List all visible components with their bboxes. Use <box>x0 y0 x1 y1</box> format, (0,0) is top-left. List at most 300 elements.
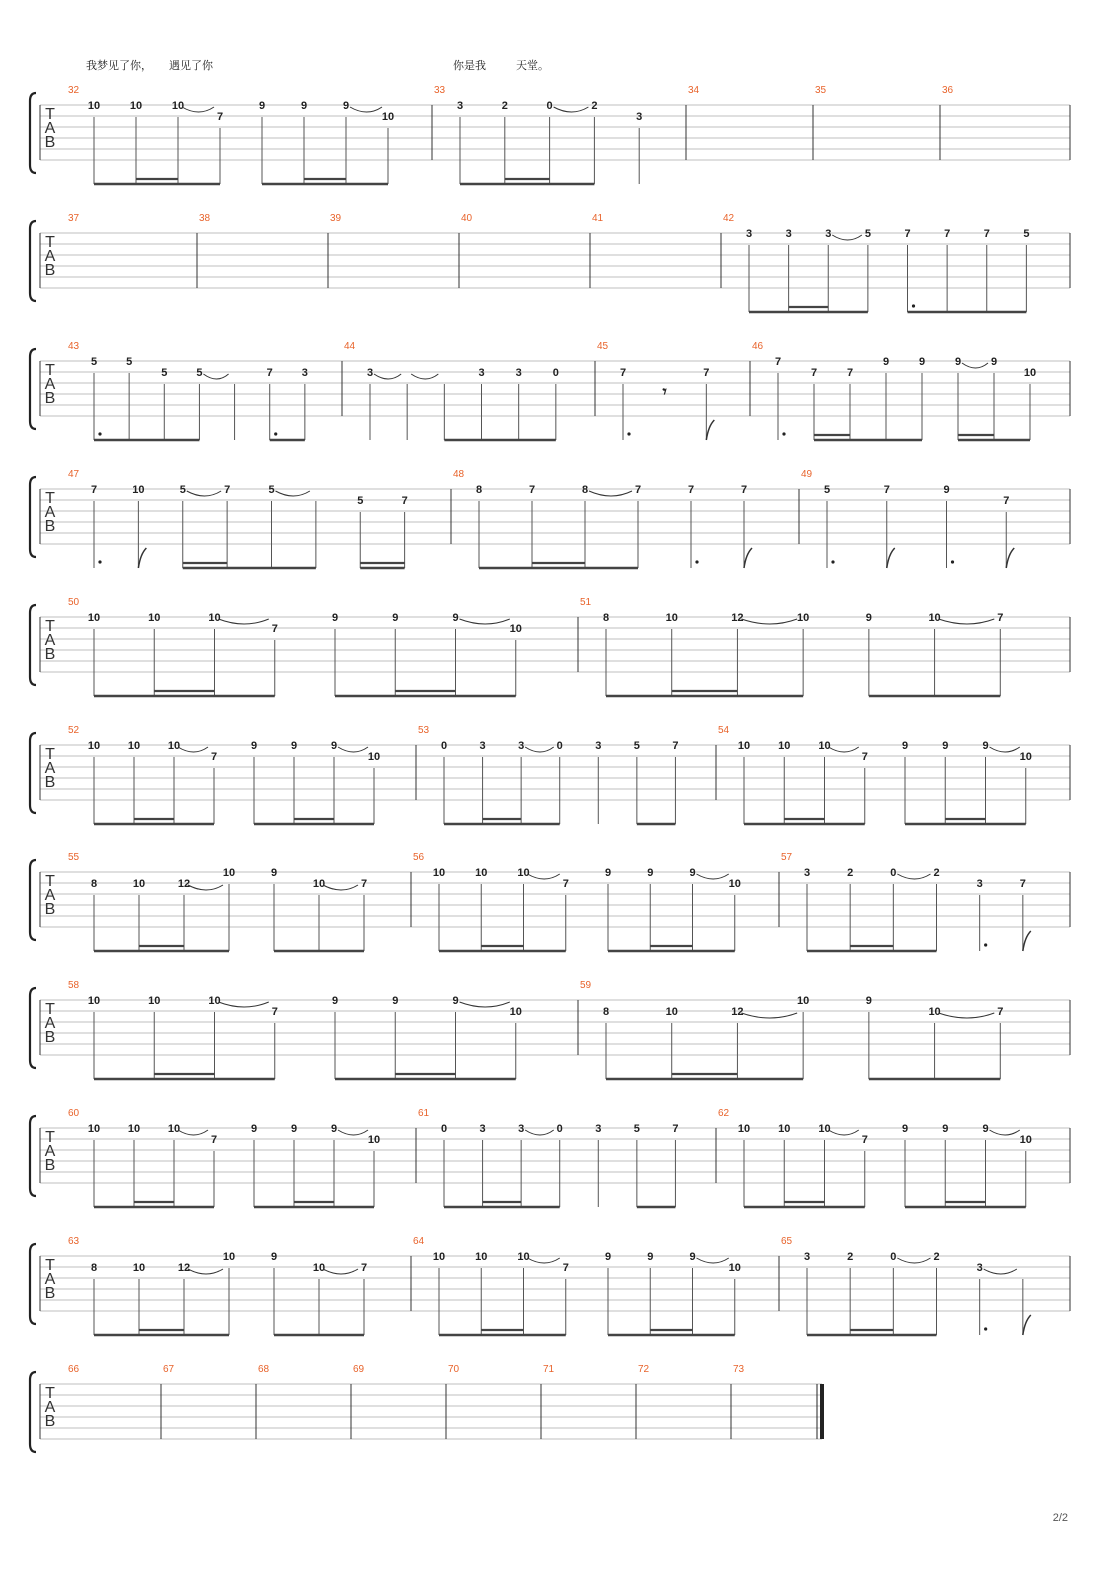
tab-clef-letter: A <box>44 632 56 649</box>
measure <box>716 1108 1032 1207</box>
tie-arc <box>203 374 228 379</box>
system-brace <box>30 1116 36 1196</box>
fret-number: 9 <box>942 740 949 752</box>
fret-number: 3 <box>745 228 753 240</box>
tab-clef-letter: T <box>45 1001 55 1018</box>
fret-number: 7 <box>271 623 278 635</box>
tie-arc <box>990 1130 1020 1135</box>
fret-number: 7 <box>672 1123 679 1135</box>
fret-number: 9 <box>943 484 950 496</box>
fret-number: 10 <box>517 1251 530 1263</box>
measure <box>432 85 642 184</box>
fret-number: 9 <box>865 995 872 1007</box>
fret-number: 9 <box>647 1251 654 1263</box>
measure-number: 62 <box>718 1108 730 1119</box>
fret-number: 3 <box>595 740 602 752</box>
fret-number: 9 <box>331 995 339 1007</box>
fret-number: 3 <box>366 367 374 379</box>
measure-number: 69 <box>353 1364 365 1375</box>
tab-clef-letter: A <box>44 248 56 265</box>
measure-number: 54 <box>718 725 730 736</box>
tab-system <box>30 1236 1070 1335</box>
fret-number: 7 <box>210 751 218 763</box>
fret-number: 5 <box>633 1123 640 1135</box>
measure-number: 55 <box>68 852 80 863</box>
fret-number: 0 <box>556 740 563 752</box>
fret-number: 8 <box>475 484 483 496</box>
lyric-text: 天堂。 <box>516 59 549 72</box>
fret-number: 10 <box>1019 751 1032 763</box>
tie-arc <box>188 885 223 890</box>
dot-mark <box>695 560 698 563</box>
fret-number: 10 <box>797 995 810 1007</box>
fret-number: 9 <box>452 612 459 624</box>
measure-number: 72 <box>638 1364 650 1375</box>
fret-number: 0 <box>546 100 553 112</box>
fret-number: 5 <box>268 484 275 496</box>
tie-arc <box>323 1269 358 1274</box>
fret-number: 9 <box>258 100 266 112</box>
fret-number: 10 <box>432 867 446 879</box>
measure <box>411 852 741 951</box>
measure-number: 38 <box>199 213 211 224</box>
fret-number: 9 <box>982 740 989 752</box>
fret-number: 12 <box>177 878 191 890</box>
system-brace <box>30 1244 36 1324</box>
fret-number: 7 <box>271 1006 278 1018</box>
fret-number: 10 <box>737 740 751 752</box>
measure <box>716 725 1032 824</box>
measure <box>799 469 1014 568</box>
fret-number: 3 <box>803 1251 811 1263</box>
fret-number: 3 <box>825 228 832 240</box>
fret-number: 10 <box>432 1251 446 1263</box>
fret-number: 7 <box>619 367 627 379</box>
fret-number: 7 <box>861 751 868 763</box>
tab-clef-letter: B <box>44 1157 56 1174</box>
fret-number: 5 <box>823 484 831 496</box>
tie-arc <box>323 885 358 890</box>
fret-number: 7 <box>528 484 536 496</box>
fret-number: 10 <box>367 751 381 763</box>
fret-number: 7 <box>210 1134 218 1146</box>
fret-number: 10 <box>312 878 326 890</box>
dot-mark <box>782 432 785 435</box>
fret-number: 5 <box>196 367 203 379</box>
measure <box>451 469 752 568</box>
fret-number: 8 <box>581 484 589 496</box>
fret-number: 2 <box>847 1251 854 1263</box>
fret-number: 5 <box>864 228 871 240</box>
fret-number: 0 <box>890 867 897 879</box>
measure-number: 36 <box>942 85 954 96</box>
fret-number: 12 <box>177 1262 191 1274</box>
tab-clef-letter: B <box>44 901 56 918</box>
system-brace <box>30 221 36 301</box>
fret-number: 3 <box>301 367 308 379</box>
fret-number: 10 <box>665 1006 678 1018</box>
measure-number: 52 <box>68 725 80 736</box>
fret-number: 9 <box>250 740 258 752</box>
fret-number: 9 <box>290 740 298 752</box>
lyric-text: 遇见了你 <box>169 59 213 72</box>
fret-number: 10 <box>778 1123 791 1135</box>
tie-arc <box>182 107 214 112</box>
flag-mark <box>1023 931 1031 951</box>
fret-number: 9 <box>270 867 278 879</box>
dot-mark <box>831 560 834 563</box>
fret-number: 10 <box>818 1123 831 1135</box>
fret-number: 3 <box>976 878 983 890</box>
tab-clef-letter: A <box>44 1271 56 1288</box>
fret-number: 3 <box>515 367 522 379</box>
fret-number: 9 <box>942 1123 949 1135</box>
fret-number: 5 <box>357 495 364 507</box>
flag-mark <box>887 548 895 568</box>
tab-clef-letter: T <box>45 746 55 763</box>
fret-number: 7 <box>360 878 368 890</box>
tie-arc <box>984 1269 1017 1274</box>
fret-number: 3 <box>518 740 525 752</box>
fret-number: 10 <box>129 100 143 112</box>
fret-number: 2 <box>501 100 508 112</box>
tie-arc <box>525 747 554 752</box>
tab-system <box>30 469 1070 568</box>
fret-number: 10 <box>517 867 530 879</box>
fret-number: 7 <box>944 228 951 240</box>
tie-arc <box>219 619 269 624</box>
fret-number: 7 <box>1003 495 1010 507</box>
tie-arc <box>350 107 382 112</box>
fret-number: 10 <box>127 740 141 752</box>
fret-number: 10 <box>728 1262 741 1274</box>
measure-number: 60 <box>68 1108 80 1119</box>
measure <box>779 1236 1031 1335</box>
system-brace <box>30 93 36 173</box>
fret-number: 7 <box>224 484 231 496</box>
tie-arc <box>276 491 310 496</box>
measure-number: 71 <box>543 1364 555 1375</box>
tie-arc <box>962 363 988 368</box>
measure <box>68 597 522 696</box>
tab-clef-letter: B <box>44 1285 56 1302</box>
measure-number: 65 <box>781 1236 793 1247</box>
fret-number: 10 <box>475 867 488 879</box>
fret-number: 10 <box>87 740 101 752</box>
flag-mark <box>138 548 146 568</box>
fret-number: 5 <box>1023 228 1030 240</box>
tie-arc <box>528 874 560 879</box>
measure-number: 66 <box>68 1364 80 1375</box>
fret-number: 10 <box>381 111 395 123</box>
fret-number: 5 <box>633 740 640 752</box>
measure <box>68 341 308 440</box>
tie-arc <box>338 1130 368 1135</box>
fret-number: 7 <box>634 484 642 496</box>
fret-number: 9 <box>604 867 612 879</box>
measure <box>779 852 1031 951</box>
fret-number: 10 <box>167 740 181 752</box>
fret-number: 9 <box>982 1123 989 1135</box>
measure <box>68 1236 367 1335</box>
tab-clef-letter: T <box>45 873 55 890</box>
tab-clef-letter: B <box>44 774 56 791</box>
fret-number: 9 <box>331 612 339 624</box>
tab-clef-letter: B <box>44 1413 56 1430</box>
measure-number: 35 <box>815 85 827 96</box>
fret-number: 7 <box>703 367 710 379</box>
fret-number: 7 <box>562 1262 569 1274</box>
tab-clef-letter: A <box>44 760 56 777</box>
tie-arc <box>178 747 208 752</box>
fret-number: 3 <box>518 1123 525 1135</box>
measure <box>68 85 394 184</box>
dot-mark <box>984 1327 987 1330</box>
measure <box>578 980 1003 1079</box>
fret-number: 10 <box>312 1262 326 1274</box>
measure <box>411 1236 741 1335</box>
system-brace <box>30 605 36 685</box>
fret-number: 3 <box>478 367 485 379</box>
tab-clef-letter: A <box>44 504 56 521</box>
measure-number: 34 <box>688 85 700 96</box>
fret-number: 9 <box>290 1123 298 1135</box>
fret-number: 7 <box>846 367 854 379</box>
fret-number: 7 <box>740 484 748 496</box>
tab-clef-letter: B <box>44 262 56 279</box>
fret-number: 10 <box>148 612 161 624</box>
tab-system <box>30 725 1070 824</box>
fret-number: 7 <box>810 367 818 379</box>
measure <box>721 213 1029 312</box>
measure-number: 67 <box>163 1364 175 1375</box>
fret-number: 8 <box>90 1262 98 1274</box>
tie-arc <box>187 491 221 496</box>
fret-number: 5 <box>179 484 186 496</box>
measure-number: 58 <box>68 980 80 991</box>
fret-number: 10 <box>509 1006 522 1018</box>
dot-mark <box>984 943 987 946</box>
measure-number: 64 <box>413 1236 425 1247</box>
fret-number: 7 <box>360 1262 368 1274</box>
fret-number: 7 <box>774 356 782 368</box>
measure <box>68 852 367 951</box>
tie-arc <box>338 747 368 752</box>
lyric-text: 我梦见了你， <box>86 59 152 72</box>
tab-clef-letter: A <box>44 887 56 904</box>
fret-number: 10 <box>87 995 101 1007</box>
tab-clef-letter: T <box>45 1129 55 1146</box>
measure-number: 51 <box>580 597 592 608</box>
fret-number: 3 <box>456 100 464 112</box>
measure <box>595 341 714 440</box>
tie-arc <box>460 619 510 624</box>
fret-number: 10 <box>87 612 101 624</box>
tie-arc <box>990 747 1020 752</box>
fret-number: 7 <box>687 484 695 496</box>
measure-number: 53 <box>418 725 430 736</box>
tab-clef-letter: A <box>44 1015 56 1032</box>
tie-arc <box>554 107 589 112</box>
tab-system <box>30 85 1070 184</box>
tab-clef-letter: T <box>45 106 55 123</box>
tab-clef-letter: T <box>45 362 55 379</box>
dot-mark <box>98 560 101 563</box>
fret-number: 9 <box>250 1123 258 1135</box>
fret-number: 7 <box>1019 878 1026 890</box>
measure-number: 70 <box>448 1364 460 1375</box>
system-brace <box>30 349 36 429</box>
system-brace <box>30 477 36 557</box>
fret-number: 10 <box>87 1123 101 1135</box>
fret-number: 10 <box>475 1251 488 1263</box>
measure-number: 50 <box>68 597 80 608</box>
fret-number: 10 <box>222 1251 236 1263</box>
fret-number: 3 <box>636 111 643 123</box>
tie-arc <box>939 619 995 624</box>
tie-arc <box>178 1130 208 1135</box>
tab-clef-letter: B <box>44 646 56 663</box>
fret-number: 9 <box>990 356 998 368</box>
fret-number: 0 <box>556 1123 563 1135</box>
page-number: 2/2 <box>1052 1512 1068 1524</box>
tab-system <box>30 852 1070 951</box>
fret-number: 9 <box>882 356 890 368</box>
tab-clef-letter: T <box>45 234 55 251</box>
fret-number: 9 <box>918 356 926 368</box>
tab-system <box>30 341 1070 440</box>
measure-number: 37 <box>68 213 80 224</box>
system-brace <box>30 988 36 1068</box>
fret-number: 2 <box>933 1251 940 1263</box>
tie-arc <box>897 1258 930 1263</box>
tab-clef-letter: B <box>44 134 56 151</box>
fret-number: 10 <box>509 623 522 635</box>
fret-number: 7 <box>90 484 98 496</box>
fret-number: 5 <box>161 367 168 379</box>
fret-number: 10 <box>367 1134 381 1146</box>
flag-mark <box>744 548 752 568</box>
measure <box>68 1364 80 1375</box>
fret-number: 9 <box>300 100 308 112</box>
flag-mark <box>1006 548 1014 568</box>
fret-number: 10 <box>928 1006 941 1018</box>
fret-number: 10 <box>222 867 236 879</box>
system-brace <box>30 733 36 813</box>
measure <box>68 213 80 224</box>
fret-number: 9 <box>392 612 399 624</box>
fret-number: 9 <box>270 1251 278 1263</box>
fret-number: 0 <box>890 1251 897 1263</box>
fret-number: 10 <box>1023 367 1037 379</box>
fret-number: 9 <box>452 995 459 1007</box>
fret-number: 10 <box>818 740 831 752</box>
fret-number: 0 <box>440 740 448 752</box>
tie-arc <box>832 235 862 240</box>
fret-number: 10 <box>171 100 185 112</box>
fret-number: 10 <box>728 878 741 890</box>
dot-mark <box>274 432 277 435</box>
measure-number: 33 <box>434 85 446 96</box>
fret-number: 12 <box>731 612 744 624</box>
dot-mark <box>98 432 101 435</box>
fret-number: 2 <box>591 100 598 112</box>
measure-number: 40 <box>461 213 473 224</box>
measure-number: 63 <box>68 1236 80 1247</box>
fret-number: 0 <box>440 1123 448 1135</box>
measure-number: 61 <box>418 1108 430 1119</box>
fret-number: 7 <box>672 740 679 752</box>
fret-number: 5 <box>126 356 133 368</box>
fret-number: 10 <box>1019 1134 1032 1146</box>
tab-system <box>30 980 1070 1079</box>
fret-number: 9 <box>901 1123 909 1135</box>
fret-number: 3 <box>803 867 811 879</box>
tie-arc <box>741 619 797 624</box>
flag-mark <box>706 420 714 440</box>
fret-number: 7 <box>904 228 911 240</box>
tab-clef-letter: T <box>45 490 55 507</box>
fret-number: 10 <box>797 612 810 624</box>
fret-number: 7 <box>401 495 408 507</box>
fret-number: 9 <box>901 740 909 752</box>
measure-number: 47 <box>68 469 80 480</box>
tie-arc <box>741 1013 797 1018</box>
measure-number: 73 <box>733 1364 745 1375</box>
fret-number: 2 <box>933 867 940 879</box>
fret-number: 8 <box>602 1006 610 1018</box>
fret-number: 9 <box>342 100 350 112</box>
fret-number: 10 <box>167 1123 181 1135</box>
fret-number: 7 <box>266 367 273 379</box>
fret-number: 9 <box>330 1123 338 1135</box>
measure <box>578 597 1003 696</box>
fret-number: 7 <box>883 484 890 496</box>
fret-number: 3 <box>785 228 792 240</box>
measure <box>68 1108 380 1207</box>
fret-number: 10 <box>737 1123 751 1135</box>
fret-number: 3 <box>479 740 486 752</box>
tab-clef-letter: A <box>44 1399 56 1416</box>
tab-clef-letter: A <box>44 120 56 137</box>
tab-clef-letter: T <box>45 1257 55 1274</box>
fret-number: 7 <box>983 228 990 240</box>
measure-number: 32 <box>68 85 80 96</box>
tie-arc <box>589 491 632 496</box>
fret-number: 7 <box>562 878 569 890</box>
fret-number: 3 <box>976 1262 983 1274</box>
tab-system <box>30 597 1070 696</box>
measure-number: 46 <box>752 341 764 352</box>
dot-mark <box>627 432 630 435</box>
tie-arc <box>697 874 729 879</box>
fret-number: 9 <box>647 867 654 879</box>
tab-clef-letter: T <box>45 1385 55 1402</box>
measure-number: 48 <box>453 469 465 480</box>
fret-number: 12 <box>731 1006 744 1018</box>
fret-number: 9 <box>330 740 338 752</box>
measure-number: 41 <box>592 213 604 224</box>
fret-number: 8 <box>90 878 98 890</box>
fret-number: 10 <box>665 612 678 624</box>
flag-mark <box>1023 1315 1031 1335</box>
fret-number: 7 <box>216 111 224 123</box>
measure-number: 56 <box>413 852 425 863</box>
tie-arc <box>829 1130 859 1135</box>
tie-arc <box>188 1269 223 1274</box>
measure-number: 43 <box>68 341 80 352</box>
fret-number: 10 <box>778 740 791 752</box>
